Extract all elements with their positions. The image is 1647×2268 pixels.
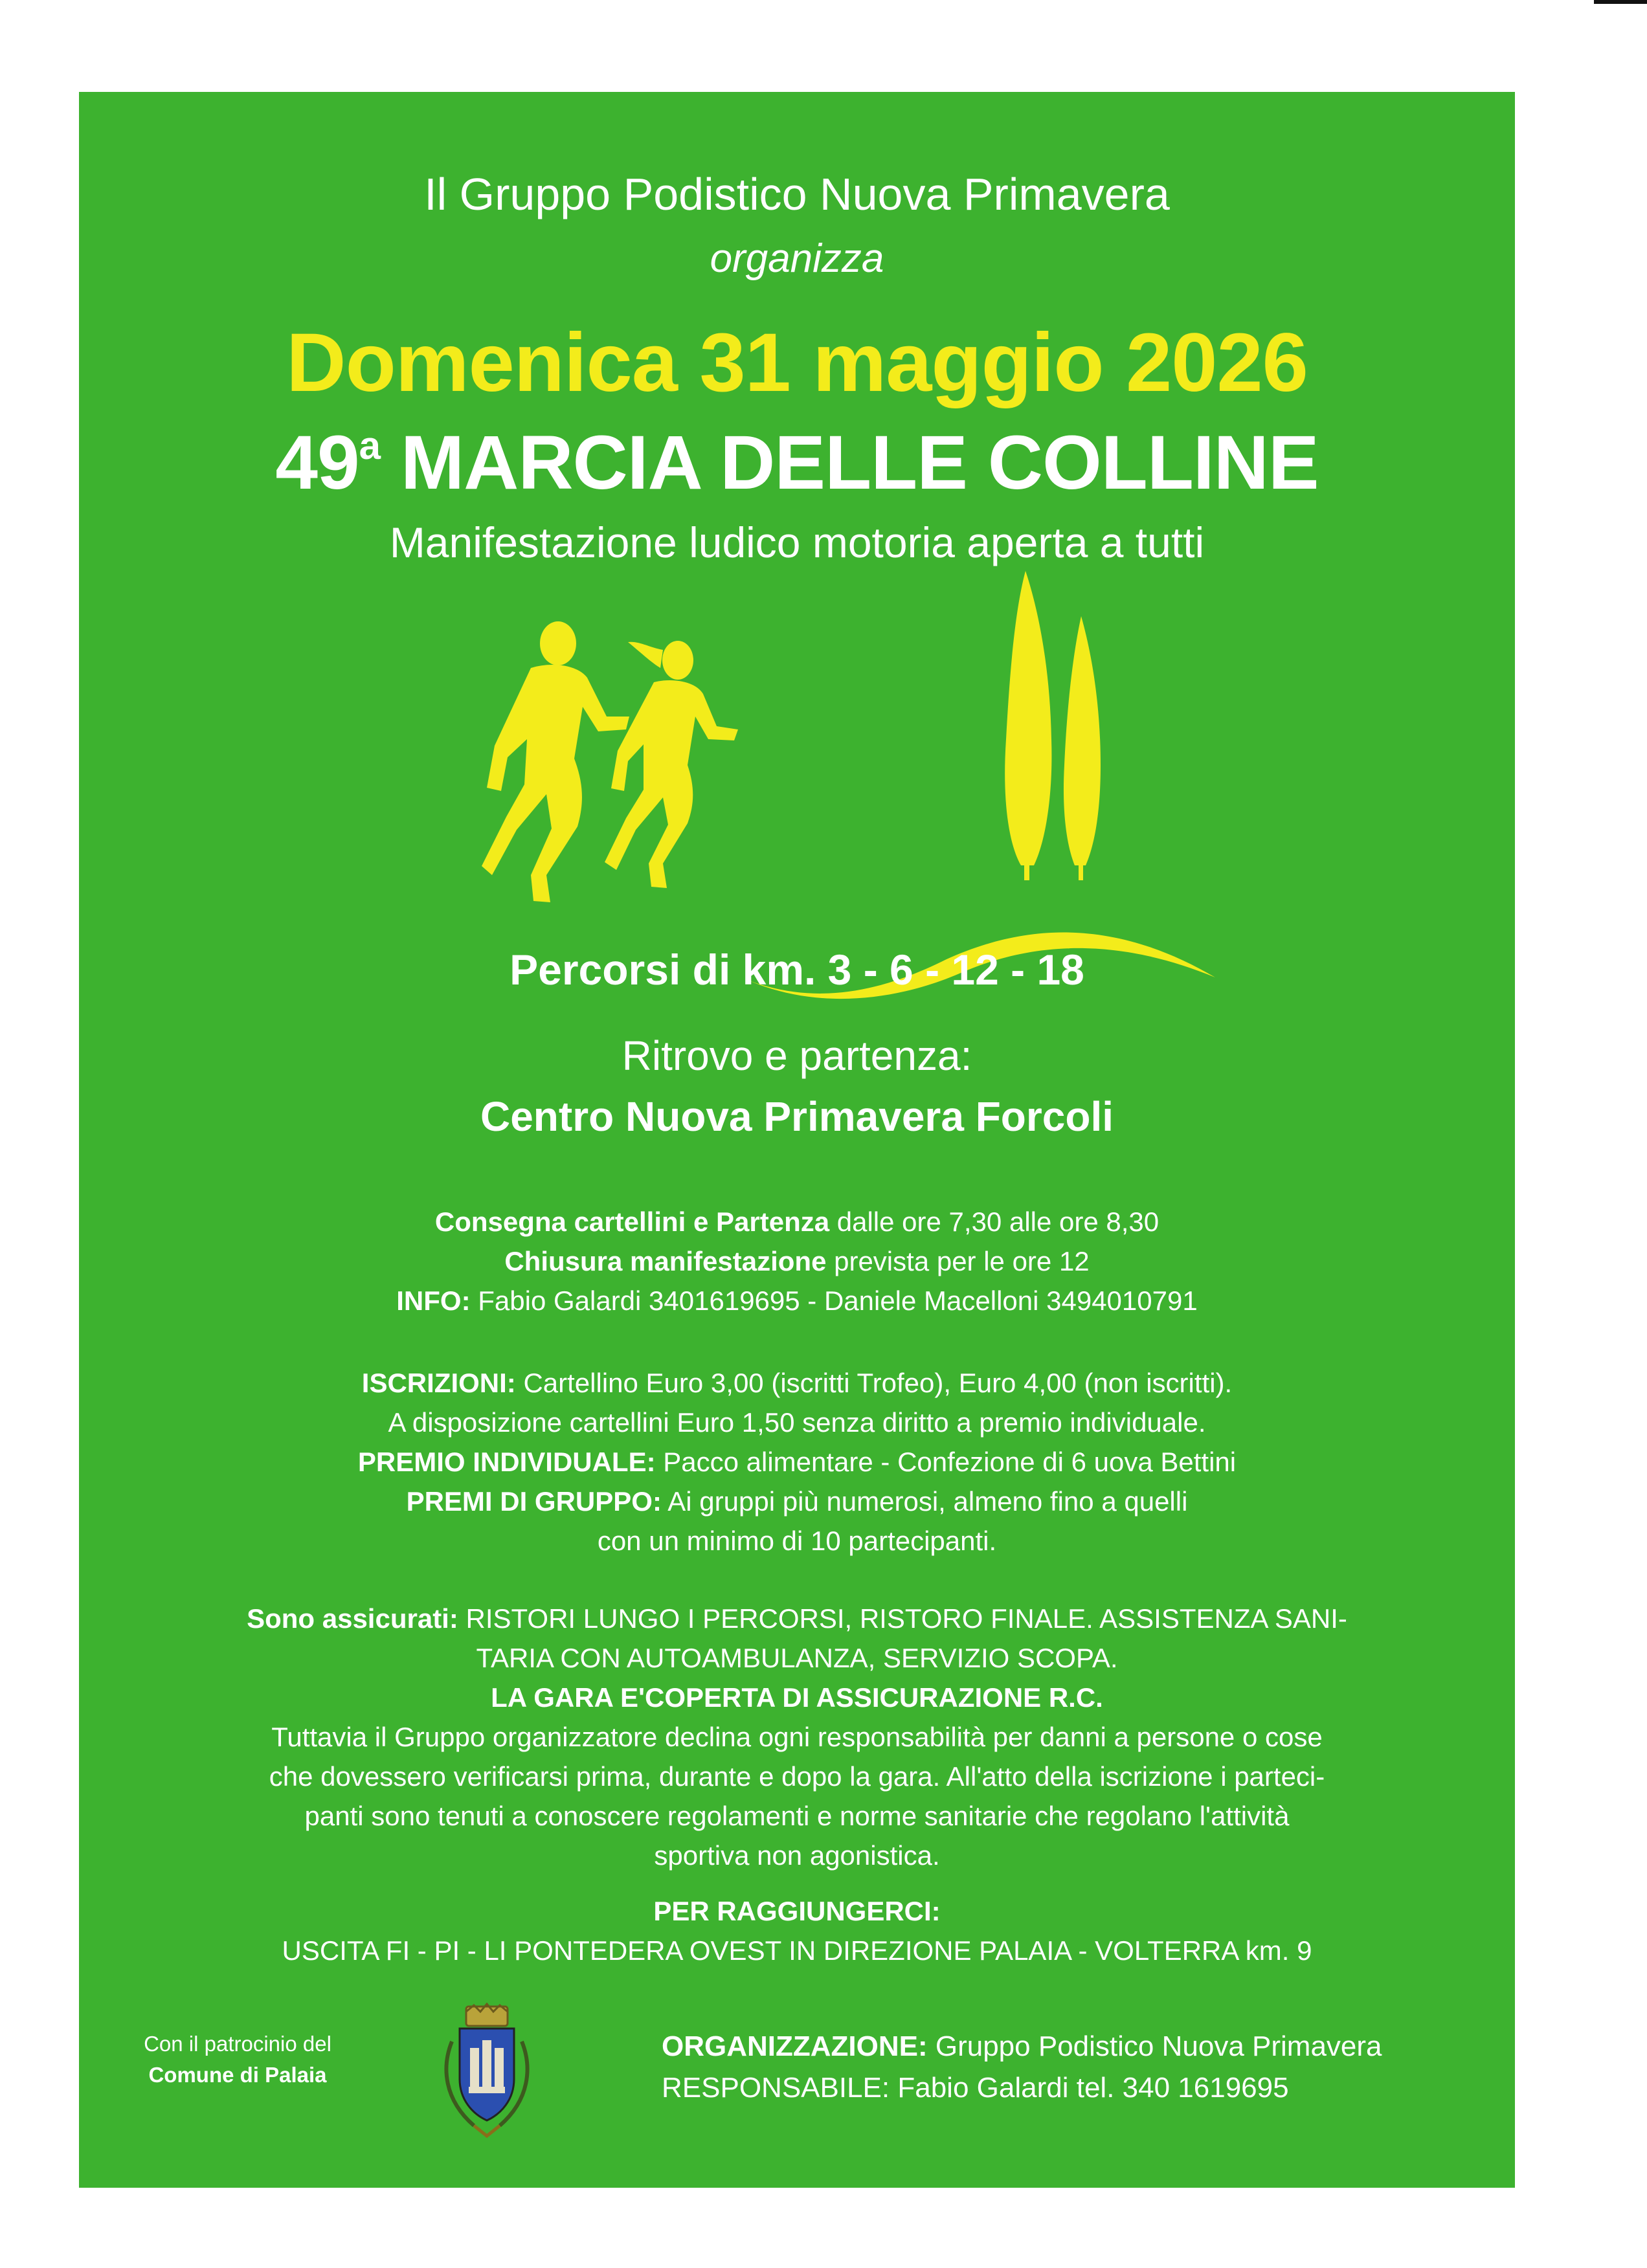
info-label: INFO: [396,1285,471,1316]
schedule-block [131,1202,1463,1320]
start-line [131,1202,1463,1241]
organization-line [662,2026,1382,2067]
patronage-line: Con il patrocinio del [144,2032,331,2056]
info-text: Fabio Galardi 3401619695 - Daniele Macelloni 3494010791 [470,1285,1198,1316]
directions-label: PER RAGGIUNGERCI: [653,1896,941,1926]
edition-number: 49 [275,420,359,506]
close-line [131,1241,1463,1281]
directions-block [131,1891,1463,1970]
start-text: dalle ore 7,30 alle ore 8,30 [829,1206,1160,1237]
insurance-text: RISTORI LUNGO I PERCORSI, RISTORO FINALE. ASSISTENZA SANI- [458,1603,1347,1634]
edition-suffix: a [359,424,381,467]
organization-info [662,2026,1382,2109]
prize-group-line [131,1482,1463,1521]
info-line [131,1281,1463,1320]
disclaimer-line: panti sono tenuti a conoscere regolamenti e norme sanitarie che regolano l'attività [304,1801,1290,1831]
close-text: prevista per le ore 12 [826,1246,1090,1276]
registration-line [131,1363,1463,1403]
insurance-block [131,1599,1463,1875]
prize-group-label: PREMI DI GRUPPO: [406,1486,662,1517]
registration-block [131,1363,1463,1561]
organization-label: ORGANIZZAZIONE: [662,2030,928,2062]
event-date: Domenica 31 maggio 2026 [286,317,1308,409]
scan-corner-mark [1594,0,1647,4]
registration-text: Cartellino Euro 3,00 (iscritti Trofeo), Euro 4,00 (non iscritti). [515,1368,1233,1398]
event-flyer [79,92,1515,2188]
runner-woman-icon [605,641,738,888]
meeting-place: Centro Nuova Primavera Forcoli [480,1093,1114,1140]
directions-text: USCITA FI - PI - LI PONTEDERA OVEST IN DIREZIONE PALAIA - VOLTERRA km. 9 [282,1935,1312,1966]
meeting-label: Ritrovo e partenza: [622,1032,972,1079]
prize-individual-label: PREMIO INDIVIDUALE: [357,1447,656,1477]
patronage-municipality: Comune di Palaia [148,2063,327,2087]
insurance-rc: LA GARA E'COPERTA DI ASSICURAZIONE R.C. [491,1682,1103,1713]
prize-individual-text: Pacco alimentare - Confezione di 6 uova Bettini [655,1447,1237,1477]
organizza-text: organizza [710,236,884,281]
municipal-crest-icon [429,2003,545,2145]
cypress-trees-icon [1005,571,1101,880]
start-label: Consegna cartellini e Partenza [434,1206,830,1237]
prize-individual-line [131,1442,1463,1482]
organization-text: Gruppo Podistico Nuova Primavera [927,2030,1382,2062]
registration-label: ISCRIZIONI: [361,1368,516,1398]
prize-group-text: Ai gruppi più numerosi, almeno fino a quelli [661,1486,1188,1517]
event-subtitle: Manifestazione ludico motoria aperta a tutti [389,518,1205,566]
close-label: Chiusura manifestazione [504,1246,827,1276]
disclaimer-line: sportiva non agonistica. [654,1840,940,1871]
insurance-line-2: TARIA CON AUTOAMBULANZA, SERVIZIO SCOPA. [476,1643,1118,1673]
insurance-line [131,1599,1463,1638]
responsible-text: Fabio Galardi tel. 340 1619695 [890,2072,1289,2104]
event-title [79,419,1515,507]
routes-distances: Percorsi di km. 3 - 6 - 12 - 18 [510,946,1084,994]
patronage-note [131,2029,344,2091]
organizer-line: Il Gruppo Podistico Nuova Primavera [424,169,1170,219]
responsible-label: RESPONSABILE: [662,2072,890,2104]
prize-group-line-2: con un minimo di 10 partecipanti. [597,1526,997,1556]
disclaimer-line: Tuttavia il Gruppo organizzatore declina ogni responsabilità per danni a persone o cose [271,1722,1323,1752]
event-name: MARCIA DELLE COLLINE [400,420,1319,506]
disclaimer-line: che dovessero verificarsi prima, durante e dopo la gara. All'atto della iscrizione i parteci- [269,1761,1325,1792]
registration-line-2: A disposizione cartellini Euro 1,50 senza diritto a premio individuale. [388,1407,1206,1438]
responsible-line [662,2067,1382,2109]
insurance-label: Sono assicurati: [247,1603,458,1634]
